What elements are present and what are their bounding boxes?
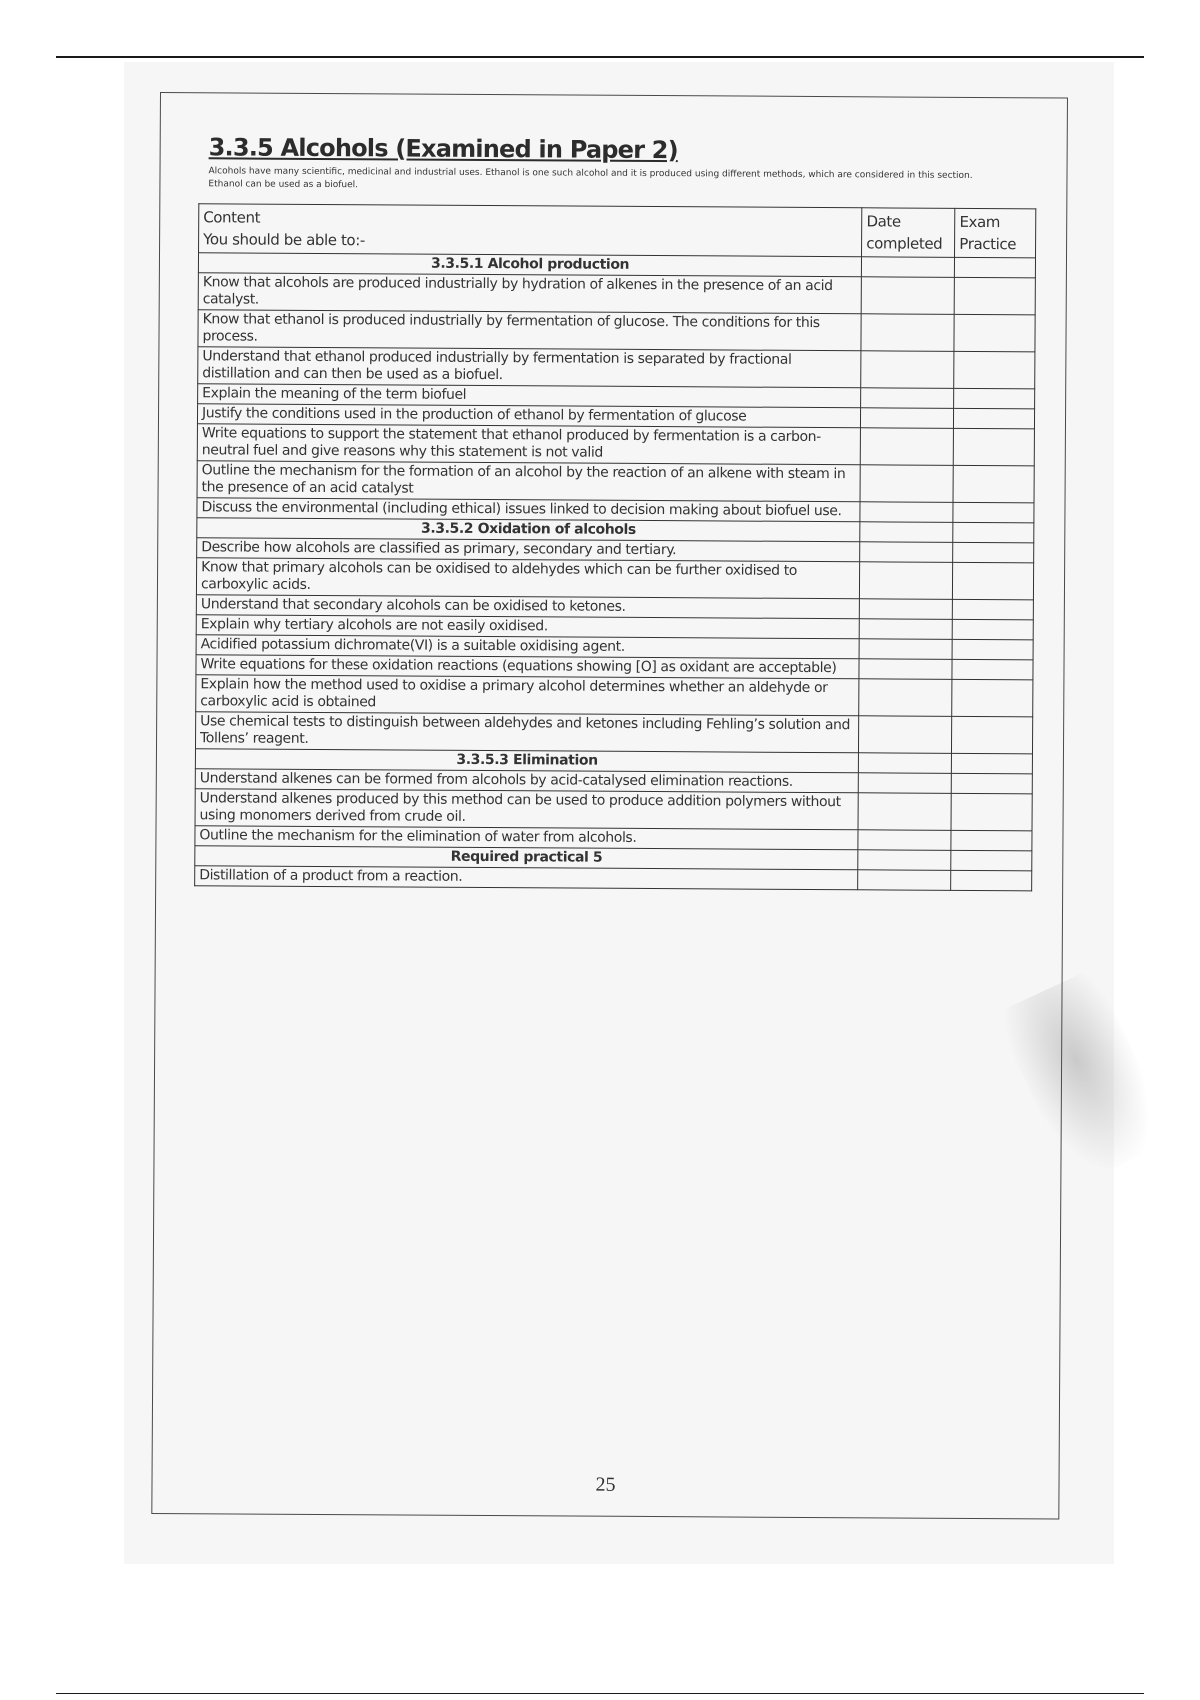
header-date-line2: completed: [866, 234, 943, 253]
content-cell: Outline the mechanism for the elimination of water from alcohols.: [195, 826, 858, 850]
exam-cell[interactable]: [951, 870, 1032, 890]
checklist-table: [194, 203, 1036, 891]
content-cell: Write equations to support the statement that ethanol produced by fermentation is a carbon-neutral fuel and give reasons why this statement is not valid: [197, 424, 860, 465]
content-cell: Know that ethanol is produced industrially by fermentation of glucose. The conditions for this process.: [198, 310, 861, 351]
page-content: [199, 133, 1039, 891]
header-exam-practice: [955, 208, 1036, 257]
exam-cell[interactable]: [953, 522, 1034, 542]
date-cell[interactable]: [861, 277, 954, 315]
exam-cell[interactable]: [953, 542, 1034, 562]
content-cell: Explain the meaning of the term biofuel: [198, 384, 861, 408]
date-cell[interactable]: [861, 408, 954, 429]
date-cell[interactable]: [861, 388, 954, 409]
table-row: [195, 789, 1032, 831]
exam-cell[interactable]: [951, 793, 1032, 830]
exam-cell[interactable]: [952, 679, 1033, 716]
exam-cell[interactable]: [954, 277, 1035, 314]
exam-cell[interactable]: [954, 408, 1035, 428]
exam-cell[interactable]: [953, 502, 1034, 522]
content-cell: Understand that secondary alcohols can be oxidised to ketones.: [196, 595, 859, 619]
date-cell[interactable]: [858, 870, 951, 891]
exam-cell[interactable]: [952, 716, 1033, 753]
content-cell: Understand that ethanol produced industrially by fermentation is separated by fractional distillation and can then be used as a biofuel.: [198, 347, 861, 388]
date-cell[interactable]: [859, 753, 952, 774]
content-cell: Outline the mechanism for the formation of an alcohol by the reaction of an alkene with steam in the presence of an acid catalyst: [197, 461, 860, 502]
exam-cell[interactable]: [952, 753, 1033, 773]
header-content-line2: You should be able to:-: [203, 230, 365, 250]
content-cell: Describe how alcohols are classified as primary, secondary and tertiary.: [197, 538, 860, 562]
exam-cell[interactable]: [953, 428, 1034, 465]
exam-cell[interactable]: [951, 850, 1032, 870]
date-cell[interactable]: [859, 716, 952, 754]
page-title: 3.3.5 Alcohols (Examined in Paper 2): [208, 133, 678, 165]
content-cell: Know that primary alcohols can be oxidised to aldehydes which can be further oxidised to carboxylic acids.: [196, 558, 859, 599]
header-exam-line2: Practice: [959, 234, 1017, 254]
header-content: [199, 204, 863, 257]
date-cell[interactable]: [859, 659, 952, 680]
date-cell[interactable]: [861, 314, 954, 352]
exam-cell[interactable]: [952, 639, 1033, 659]
date-cell[interactable]: [859, 619, 952, 640]
section-heading: Required practical 5: [195, 846, 858, 870]
date-cell[interactable]: [861, 351, 954, 389]
table-row: [197, 461, 1034, 503]
exam-cell[interactable]: [954, 351, 1035, 388]
content-cell: Distillation of a product from a reaction.: [195, 866, 858, 890]
exam-cell[interactable]: [952, 659, 1033, 679]
content-cell: Explain why tertiary alcohols are not easily oxidised.: [196, 615, 859, 639]
date-cell[interactable]: [860, 599, 953, 620]
date-cell[interactable]: [859, 679, 952, 717]
exam-cell[interactable]: [953, 465, 1034, 502]
table-header-row: [199, 204, 1036, 258]
date-cell[interactable]: [860, 428, 953, 466]
exam-cell[interactable]: [953, 562, 1034, 599]
content-cell: Discuss the environmental (including ethical) issues linked to decision making about biofuel use.: [197, 498, 860, 522]
content-cell: Explain how the method used to oxidise a primary alcohol determines whether an aldehyde or carboxylic acid is obtained: [196, 675, 859, 716]
date-cell[interactable]: [858, 793, 951, 831]
bottom-rule: [56, 1693, 1144, 1694]
exam-cell[interactable]: [955, 257, 1036, 277]
header-date-completed: [862, 208, 955, 258]
date-cell[interactable]: [862, 257, 955, 278]
intro-text: Alcohols have many scientific, medicinal and industrial uses. Ethanol is one such alcohol and it is produced using different methods, which are considered in this section. Ethanol can be used as a biofuel.: [208, 166, 973, 191]
top-rule: [56, 56, 1144, 58]
content-cell: Understand alkenes produced by this method can be used to produce addition polymers without using monomers derived from crude oil.: [195, 789, 858, 830]
exam-cell[interactable]: [951, 773, 1032, 793]
header-content-line1: Content: [203, 208, 261, 227]
date-cell[interactable]: [858, 773, 951, 794]
date-cell[interactable]: [860, 465, 953, 503]
table-row: [198, 273, 1035, 315]
table-row: [195, 866, 1032, 891]
date-cell[interactable]: [858, 830, 951, 851]
table-row: [196, 558, 1033, 600]
header-date-line1: Date: [866, 212, 901, 231]
page-number: 25: [595, 1473, 616, 1496]
header-exam-line1: Exam: [959, 212, 1001, 232]
table-row: [195, 712, 1032, 754]
date-cell[interactable]: [860, 542, 953, 563]
content-cell: Write equations for these oxidation reactions (equations showing [O] as oxidant are acceptable): [196, 655, 859, 679]
date-cell[interactable]: [860, 562, 953, 600]
date-cell[interactable]: [860, 522, 953, 543]
table-row: [198, 347, 1035, 389]
section-heading: 3.3.5.3 Elimination: [195, 749, 858, 773]
date-cell[interactable]: [860, 502, 953, 523]
content-cell: Use chemical tests to distinguish between aldehydes and ketones including Fehling’s solution and Tollens’ reagent.: [195, 712, 858, 753]
section-heading: 3.3.5.2 Oxidation of alcohols: [197, 518, 860, 542]
section-heading: 3.3.5.1 Alcohol production: [198, 253, 861, 277]
table-row: [198, 310, 1035, 352]
exam-cell[interactable]: [953, 599, 1034, 619]
exam-cell[interactable]: [951, 830, 1032, 850]
date-cell[interactable]: [859, 639, 952, 660]
content-cell: Know that alcohols are produced industrially by hydration of alkenes in the presence of an acid catalyst.: [198, 273, 861, 314]
exam-cell[interactable]: [954, 314, 1035, 351]
page-frame: [151, 92, 1068, 1520]
table-row: [196, 675, 1033, 717]
date-cell[interactable]: [858, 850, 951, 871]
exam-cell[interactable]: [954, 388, 1035, 408]
checklist-body: [195, 253, 1036, 891]
content-cell: Understand alkenes can be formed from alcohols by acid-catalysed elimination reactions.: [195, 769, 858, 793]
content-cell: Justify the conditions used in the production of ethanol by fermentation of glucose: [197, 404, 860, 428]
table-row: [197, 424, 1034, 466]
content-cell: Acidified potassium dichromate(VI) is a suitable oxidising agent.: [196, 635, 859, 659]
exam-cell[interactable]: [952, 619, 1033, 639]
